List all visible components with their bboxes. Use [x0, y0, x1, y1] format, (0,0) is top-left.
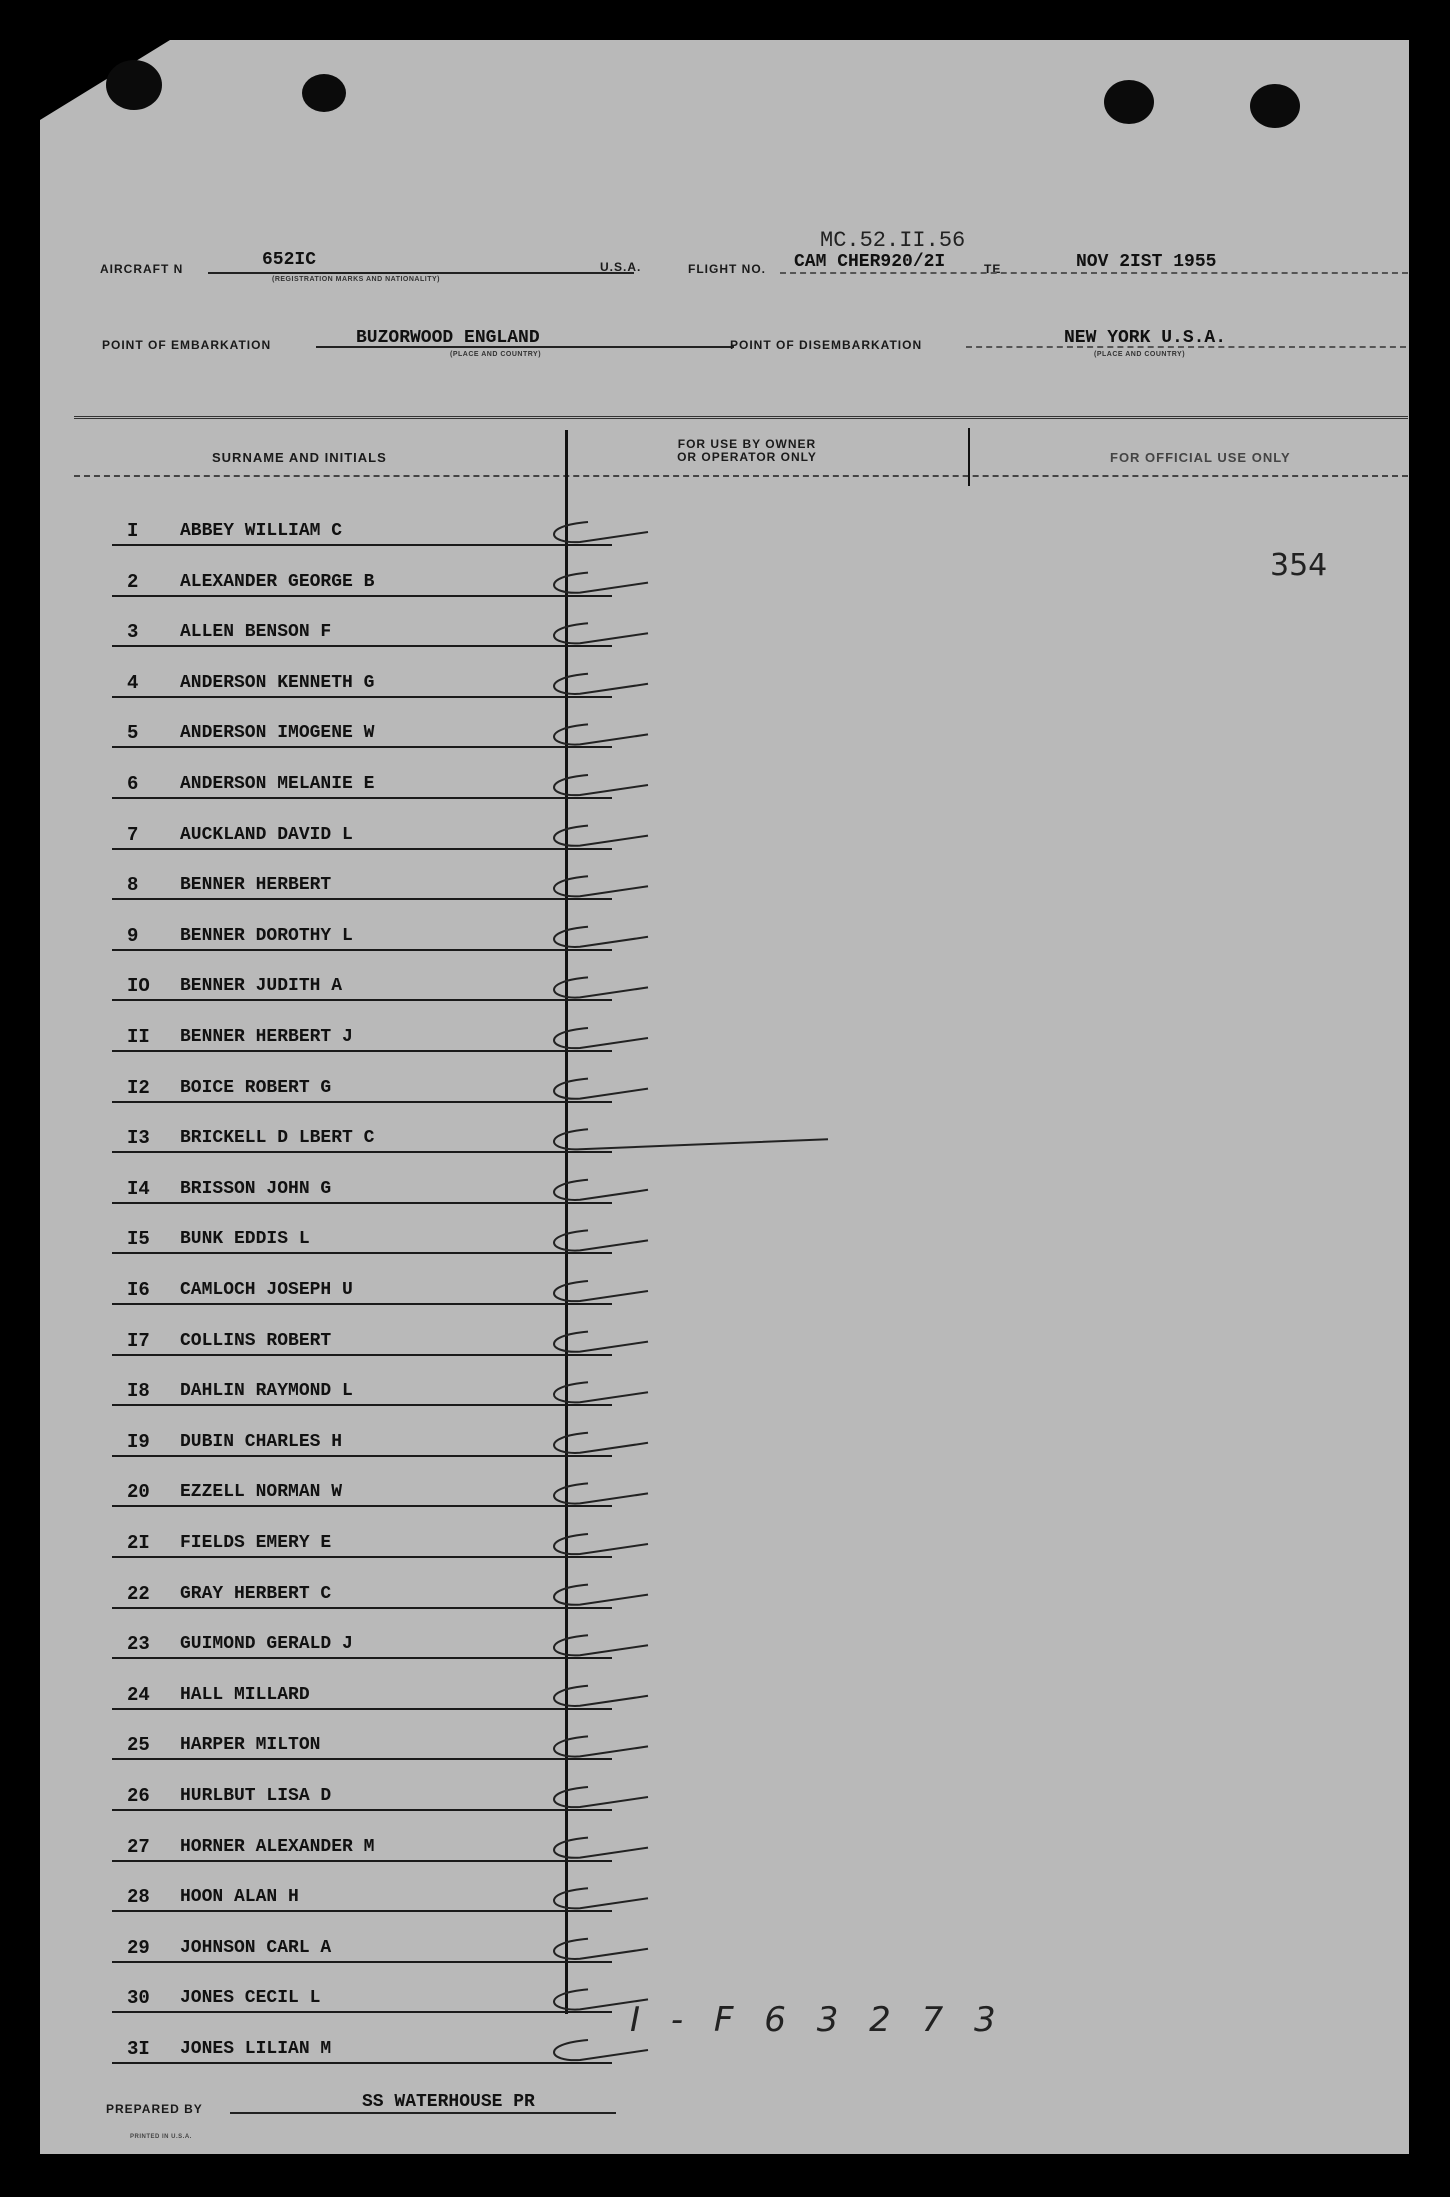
passenger-name: HALL MILLARD — [180, 1684, 310, 1705]
passenger-row — [112, 854, 612, 904]
prepared-underline — [230, 2112, 616, 2114]
passenger-name: GRAY HERBERT C — [180, 1583, 332, 1604]
aircraft-value: 652IC — [262, 250, 317, 270]
passenger-row — [112, 1664, 612, 1714]
row-number: 9 — [127, 924, 139, 947]
embark-caption: (PLACE AND COUNTRY) — [450, 351, 542, 358]
passenger-name: FIELDS EMERY E — [180, 1533, 332, 1553]
passenger-name: BOICE ROBERT G — [180, 1077, 332, 1098]
passenger-name: JONES CECIL L — [180, 1988, 321, 2009]
passenger-name: HOON ALAN H — [180, 1887, 299, 1908]
row-number: 2 — [127, 570, 139, 593]
official-number: 354 — [1270, 548, 1328, 583]
passenger-row — [112, 2018, 612, 2068]
punch-hole-left — [106, 60, 162, 110]
passenger-row — [112, 601, 612, 651]
passenger-row — [112, 804, 612, 854]
passenger-name: CAMLOCH JOSEPH U — [180, 1280, 353, 1300]
table-top-rule — [74, 416, 1408, 419]
row-rule — [112, 1758, 612, 1760]
row-rule — [112, 1404, 612, 1406]
passenger-name: ANDERSON IMOGENE W — [180, 723, 375, 744]
date-value: NOV 2IST 1955 — [1076, 252, 1217, 272]
flight-date-underline — [780, 272, 1408, 274]
passenger-name: BRISSON JOHN G — [180, 1178, 332, 1199]
row-rule — [112, 746, 612, 748]
prepared-value: SS WATERHOUSE PR — [362, 2092, 535, 2112]
row-number: I5 — [127, 1228, 150, 1251]
passenger-row — [112, 1310, 612, 1360]
flight-label: FLIGHT NO. — [688, 262, 766, 276]
row-number: IO — [127, 975, 150, 998]
row-number: 2I — [127, 1532, 150, 1554]
row-rule — [112, 949, 612, 951]
passenger-name: ALEXANDER GEORGE B — [180, 571, 375, 592]
row-number: 24 — [127, 1683, 150, 1706]
passenger-name: COLLINS ROBERT — [180, 1330, 332, 1351]
row-number: 23 — [127, 1633, 150, 1656]
row-number: 6 — [127, 773, 139, 795]
row-number: 3 — [127, 621, 139, 644]
row-rule — [112, 1708, 612, 1710]
passenger-name: BRICKELL D LBERT C — [180, 1128, 375, 1149]
form-mark: PRINTED IN U.S.A. — [130, 2134, 192, 2140]
row-rule — [112, 1910, 612, 1912]
col-official: FOR OFFICIAL USE ONLY — [1110, 450, 1291, 465]
disembark-value: NEW YORK U.S.A. — [1064, 328, 1227, 348]
row-rule — [112, 1202, 612, 1204]
col-surname: SURNAME AND INITIALS — [212, 450, 387, 465]
col-owner: FOR USE BY OWNER OR OPERATOR ONLY — [677, 437, 817, 464]
passenger-row — [112, 1360, 612, 1410]
row-rule — [112, 595, 612, 597]
passenger-row — [112, 1765, 612, 1815]
passenger-name: HORNER ALEXANDER M — [180, 1836, 375, 1857]
row-rule — [112, 848, 612, 850]
row-rule — [112, 1657, 612, 1659]
flight-value: CAM CHER920/2I — [794, 252, 946, 272]
row-number: 4 — [127, 671, 139, 694]
disembark-label: POINT OF DISEMBARKATION — [730, 338, 923, 352]
usa-label: U.S.A. — [600, 260, 642, 274]
passenger-row — [112, 1714, 612, 1764]
row-number: 8 — [127, 874, 139, 897]
passenger-row — [112, 1006, 612, 1056]
passenger-name: DUBIN CHARLES H — [180, 1431, 343, 1452]
passenger-name: ABBEY WILLIAM C — [180, 521, 343, 541]
row-rule — [112, 1050, 612, 1052]
prepared-label: PREPARED BY — [106, 2102, 203, 2116]
passenger-row — [112, 551, 612, 601]
aircraft-underline — [208, 272, 634, 274]
row-rule — [112, 645, 612, 647]
row-number: I9 — [127, 1430, 150, 1453]
row-rule — [112, 1303, 612, 1305]
row-rule — [112, 898, 612, 900]
row-number: 29 — [127, 1936, 150, 1959]
passenger-name: ANDERSON KENNETH G — [180, 672, 375, 693]
disembark-caption: (PLACE AND COUNTRY) — [1094, 351, 1186, 358]
passenger-name: ALLEN BENSON F — [180, 622, 332, 643]
aircraft-caption: (REGISTRATION MARKS AND NATIONALITY) — [272, 276, 440, 283]
row-rule — [112, 1252, 612, 1254]
passenger-name: GUIMOND GERALD J — [180, 1634, 353, 1655]
passenger-name: JONES LILIAN M — [180, 2039, 332, 2059]
row-rule — [112, 1961, 612, 1963]
passenger-name: AUCKLAND DAVID L — [180, 824, 353, 845]
row-number: I3 — [127, 1127, 150, 1150]
row-rule — [112, 696, 612, 698]
row-rule — [112, 2011, 612, 2013]
row-rule — [112, 1809, 612, 1811]
row-number: 22 — [127, 1582, 150, 1605]
punch-hole-right-2 — [1250, 84, 1300, 128]
passenger-name: BENNER JUDITH A — [180, 976, 343, 997]
row-number: 30 — [127, 1987, 150, 2010]
passenger-row — [112, 1613, 612, 1663]
passenger-name: BENNER HERBERT J — [180, 1027, 353, 1047]
manifest-page — [40, 40, 1409, 2154]
passenger-row — [112, 702, 612, 752]
passenger-row — [112, 1461, 612, 1511]
row-rule — [112, 1860, 612, 1862]
passenger-row — [112, 1057, 612, 1107]
row-number: I7 — [127, 1329, 150, 1352]
flight-annotation: MC.52.II.56 — [820, 228, 966, 253]
row-rule — [112, 1505, 612, 1507]
embark-underline — [316, 346, 734, 348]
row-rule — [112, 1151, 612, 1153]
passenger-row — [112, 1411, 612, 1461]
embark-label: POINT OF EMBARKATION — [102, 338, 272, 352]
date-label: TE — [984, 262, 1002, 276]
row-rule — [112, 999, 612, 1001]
aircraft-label: AIRCRAFT N — [100, 262, 184, 276]
passenger-row — [112, 1917, 612, 1967]
row-rule — [112, 1455, 612, 1457]
passenger-name: DAHLIN RAYMOND L — [180, 1381, 353, 1402]
table-header-rule — [74, 475, 1408, 477]
passenger-row — [112, 1259, 612, 1309]
row-number: II — [127, 1026, 150, 1048]
passenger-name: BUNK EDDIS L — [180, 1229, 310, 1250]
row-rule — [112, 1101, 612, 1103]
passenger-name: HARPER MILTON — [180, 1735, 321, 1756]
passenger-row — [112, 753, 612, 803]
punch-hole-left-2 — [302, 74, 346, 112]
row-number: 25 — [127, 1734, 150, 1757]
passenger-row — [112, 905, 612, 955]
passenger-row — [112, 1107, 612, 1157]
passenger-row — [112, 500, 612, 550]
row-number: 5 — [127, 722, 139, 745]
passenger-name: ANDERSON MELANIE E — [180, 774, 375, 794]
row-number: I2 — [127, 1076, 150, 1099]
column-divider-official — [968, 428, 970, 486]
passenger-name: BENNER DOROTHY L — [180, 925, 353, 946]
row-number: 28 — [127, 1886, 150, 1909]
row-rule — [112, 544, 612, 546]
passenger-row — [112, 1967, 612, 2017]
row-number: I4 — [127, 1177, 150, 1200]
row-rule — [112, 797, 612, 799]
row-number: I6 — [127, 1279, 150, 1301]
passenger-row — [112, 1158, 612, 1208]
passenger-row — [112, 955, 612, 1005]
passenger-row — [112, 1208, 612, 1258]
handwritten-reference: I - F 6 3 2 7 3 — [630, 2000, 1006, 2040]
punch-hole-right — [1104, 80, 1154, 124]
passenger-row — [112, 652, 612, 702]
row-rule — [112, 2062, 612, 2064]
row-number: 7 — [127, 823, 139, 846]
disembark-underline — [966, 346, 1406, 348]
passenger-name: EZZELL NORMAN W — [180, 1482, 343, 1503]
row-rule — [112, 1556, 612, 1558]
row-number: 26 — [127, 1785, 150, 1807]
row-number: I8 — [127, 1380, 150, 1403]
row-number: 20 — [127, 1481, 150, 1504]
passenger-row — [112, 1866, 612, 1916]
row-number: I — [127, 520, 139, 542]
row-number: 27 — [127, 1835, 150, 1858]
passenger-row — [112, 1563, 612, 1613]
row-number: 3I — [127, 2038, 150, 2060]
passenger-name: JOHNSON CARL A — [180, 1937, 332, 1958]
embark-value: BUZORWOOD ENGLAND — [356, 328, 540, 348]
passenger-row — [112, 1816, 612, 1866]
passenger-name: HURLBUT LISA D — [180, 1786, 332, 1806]
row-rule — [112, 1607, 612, 1609]
passenger-name: BENNER HERBERT — [180, 875, 332, 896]
passenger-row — [112, 1512, 612, 1562]
row-rule — [112, 1354, 612, 1356]
